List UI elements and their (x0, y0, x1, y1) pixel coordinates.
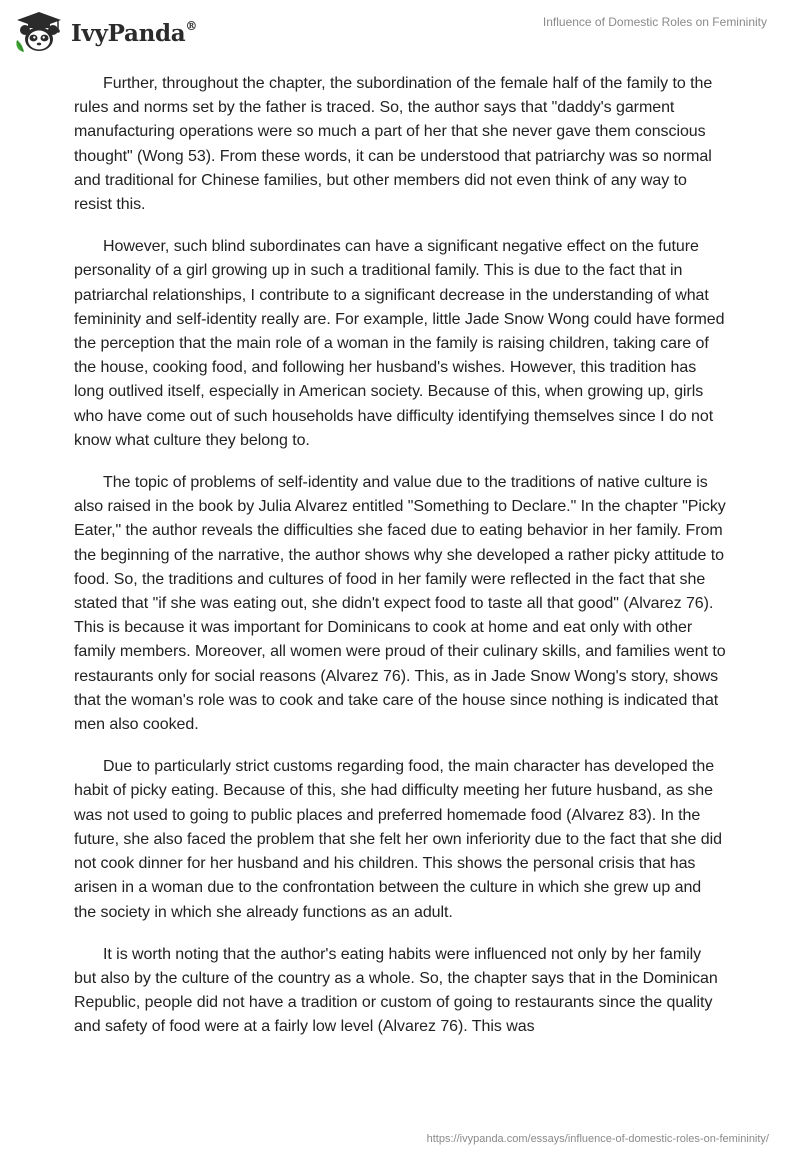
logo-wordmark: IvyPanda® (71, 18, 198, 47)
registered-mark: ® (185, 18, 198, 33)
paragraph: Due to particularly strict customs regarding food, the main character has developed the habit of picky eating. Because of this, she had difficulty meeting her future husband, as she was not used to going to public places and preferred homemade food (Alvarez 83). In the future, she also faced the problem that she felt her own inferiority due to the fact that she did not cook dinner for her husband and his children. This shows the personal crisis that has arisen in a woman due to the confrontation between the culture in which she grew up and the society in which she already functions as an adult. (74, 758, 722, 921)
page-header (0, 0, 800, 66)
paragraph: Further, throughout the chapter, the subordination of the female half of the family to the rules and norms set by the father is traced. So, the author says that "daddy's garment manufacturing operations were so much a part of her that she never gave them conscious thought" (Wong 53). From these words, it can be understood that patriarchy was so normal and traditional for Chinese families, but other members did not even think of any way to resist this. (74, 75, 713, 214)
document-title: Influence of Domestic Roles on Femininity (542, 15, 767, 29)
paragraph: The topic of problems of self-identity and value due to the traditions of native culture is also raised in the book by Julia Alvarez entitled "Something to Declare." In the chapter "Picky Eater," the author reveals the difficulties she faced due to eating behavior in her family. From the beginning of the narrative, the author shows why she developed a rather picky attitude to food. So, the traditions and cultures of food in her family were reflected in the fact that she stated that "if she was eating out, she didn't expect food to taste all that good" (Alvarez 76). This is because it was important for Dominicans to cook at home and eat only with other family members. Moreover, all women were proud of their culinary skills, and families went to restaurants only for social reasons (Alvarez 76). This, as in Jade Snow Wong's story, shows that the woman's role was to cook and take care of the house since nothing is indicated that men also cooked. (74, 474, 726, 734)
essay-body (74, 72, 726, 1058)
source-url-link[interactable]: https://ivypanda.com/essays/influence-of-domestic-roles-on-femininity/ (426, 1133, 769, 1145)
paragraph: It is worth noting that the author's eating habits were influenced not only by her family but also by the culture of the country as a whole. So, the chapter says that in the Dominican Republic, people did not have a tradition or custom of going to restaurants since the quality and safety of food were at a fairly low level (Alvarez 76). This was (74, 945, 718, 1036)
paragraph: However, such blind subordinates can have a significant negative effect on the future personality of a girl growing up in such a traditional family. This is due to the fact that in patriarchal relationships, I contribute to a significant decrease in the understanding of what femininity and self-identity really are. For example, little Jade Snow Wong could have formed the perception that the main role of a woman in the family is raising children, taking care of the house, cooking food, and following her husband's wishes. However, this tradition has long outlived itself, especially in American society. Because of this, when growing up, girls who have come out of such households have difficulty identifying themselves since I do not know what culture they belong to. (74, 238, 725, 449)
panda-graduate-icon (14, 10, 64, 54)
ivypanda-logo[interactable] (14, 10, 197, 54)
